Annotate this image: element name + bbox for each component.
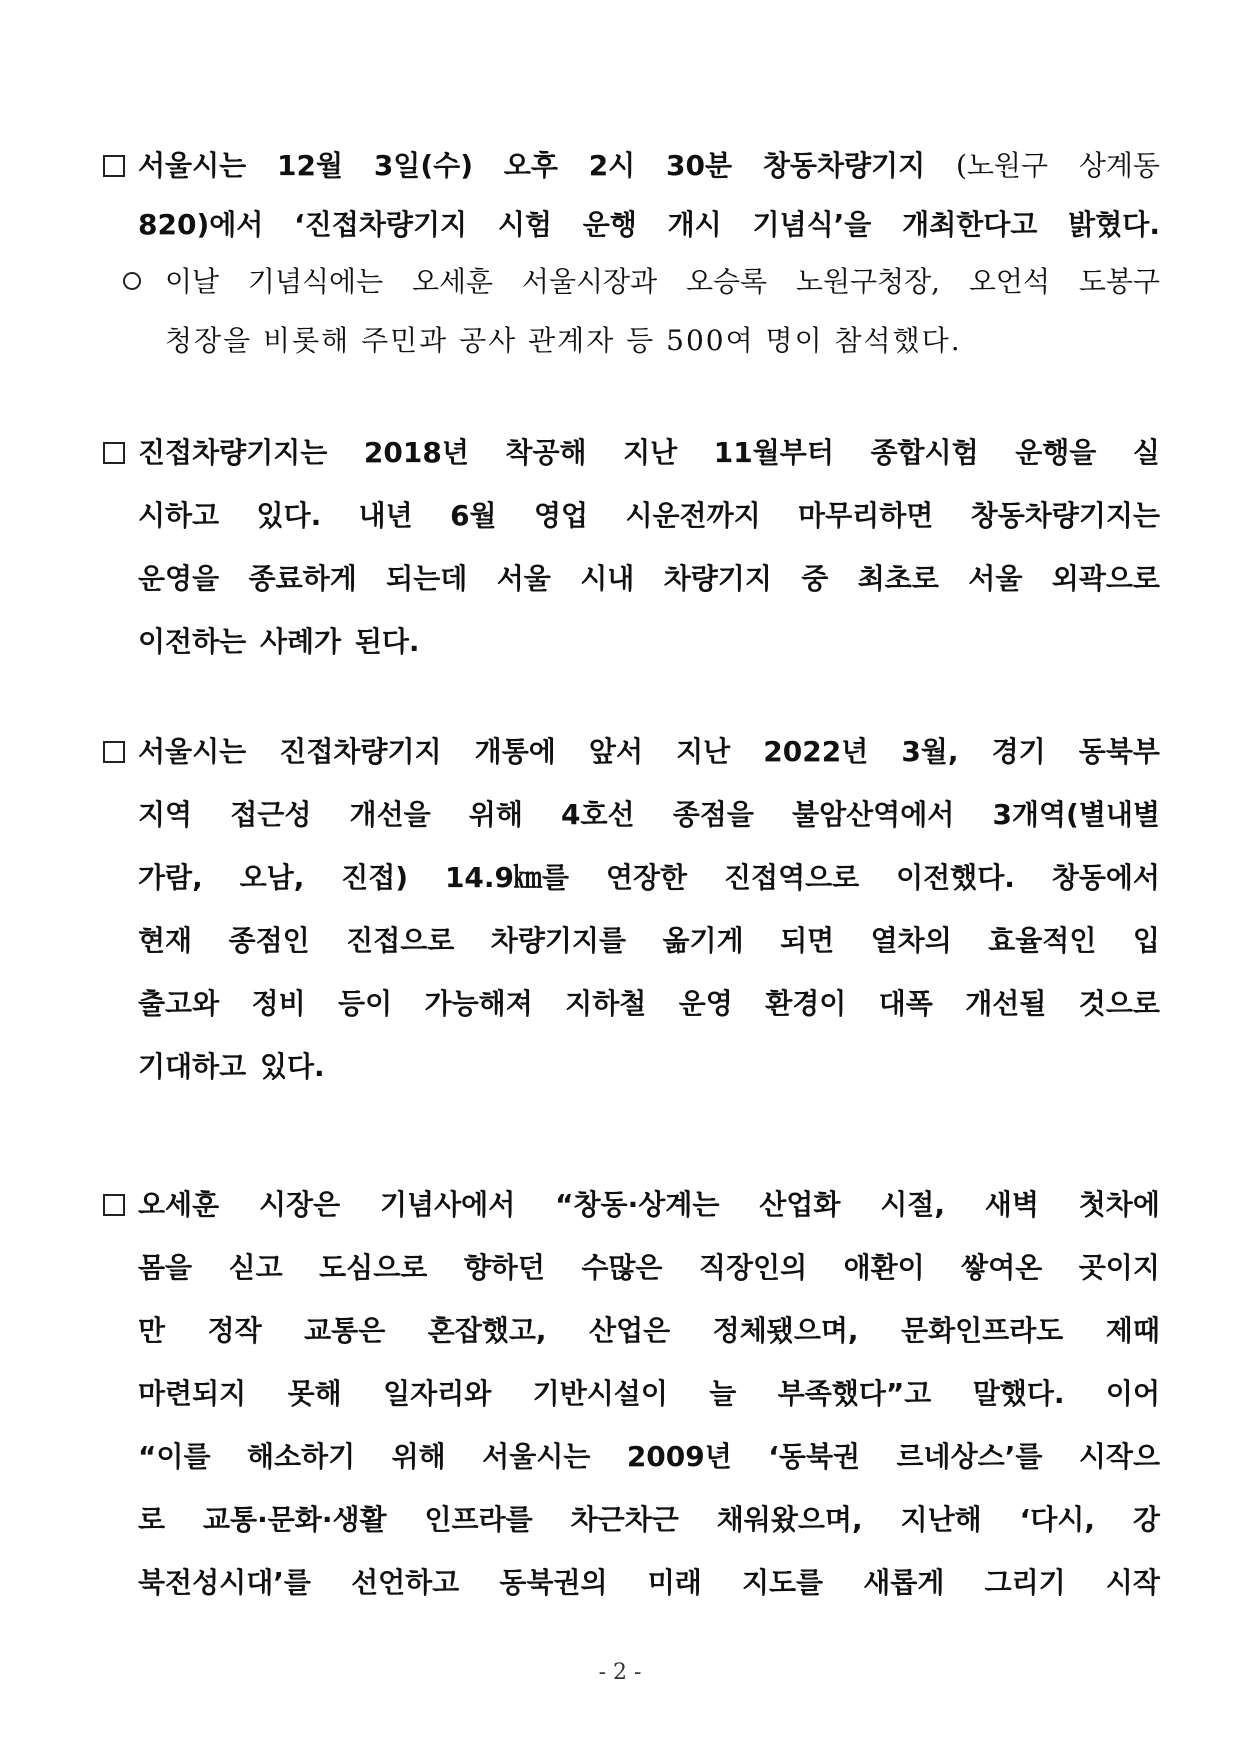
section-1-checkbox-marker (103, 155, 125, 177)
section-4-line-3: 만 정작 교통은 혼잡했고, 산업은 정체됐으며, 문화인프라도 제때 (138, 1314, 1160, 1347)
section-3-line-2: 지역 접근성 개선을 위해 4호선 종점을 불암산역에서 3개역(별내별 (138, 798, 1160, 831)
section-3-checkbox-marker (103, 741, 125, 763)
section-2-line-1: 진접차량기지는 2018년 착공해 지난 11월부터 종합시험 운행을 실 (138, 436, 1160, 469)
section-1-sub-circle-marker (123, 272, 141, 290)
section-3-line-6: 기대하고 있다. (138, 1050, 325, 1083)
section-4-line-1: 오세훈 시장은 기념사에서 “창동·상계는 산업화 시절, 새벽 첫차에 (138, 1188, 1160, 1221)
section-3-line-1: 서울시는 진접차량기지 개통에 앞서 지난 2022년 3월, 경기 동북부 (138, 735, 1160, 768)
section-4-line-7: 북전성시대’를 선언하고 동북권의 미래 지도를 새롭게 그리기 시작 (138, 1566, 1160, 1599)
section-2-line-3: 운영을 종료하게 되는데 서울 시내 차량기지 중 최초로 서울 외곽으로 (138, 562, 1160, 595)
section-4-line-2: 몸을 싣고 도심으로 향하던 수많은 직장인의 애환이 쌓여온 곳이지 (138, 1251, 1160, 1284)
section-2-line-2: 시하고 있다. 내년 6월 영업 시운전까지 마무리하면 창동차량기지는 (138, 499, 1160, 532)
section-3-line-3: 가람, 오남, 진접) 14.9㎞를 연장한 진접역으로 이전했다. 창동에서 (138, 861, 1160, 894)
section-4-checkbox-marker (103, 1194, 125, 1216)
section-1-line-2: 820)에서 ‘진접차량기지 시험 운행 개시 기념식’을 개최한다고 밝혔다. (138, 208, 1160, 241)
page-number: - 2 - (598, 1660, 642, 1685)
section-1-sub-line-2: 청장을 비롯해 주민과 공사 관계자 등 500여 명이 참석했다. (165, 324, 962, 357)
section-1-sub-line-1: 이날 기념식에는 오세훈 서울시장과 오승록 노원구청장, 오언석 도봉구 (165, 265, 1160, 298)
section-4-line-5: “이를 해소하기 위해 서울시는 2009년 ‘동북권 르네상스’를 시작으 (138, 1440, 1160, 1473)
section-1-line-1: 서울시는 12월 3일(수) 오후 2시 30분 창동차량기지 (노원구 상계동 (138, 149, 1160, 182)
section-4-line-4: 마련되지 못해 일자리와 기반시설이 늘 부족했다”고 말했다. 이어 (138, 1377, 1160, 1410)
section-3-line-4: 현재 종점인 진접으로 차량기지를 옮기게 되면 열차의 효율적인 입 (138, 924, 1160, 957)
section-2-checkbox-marker (103, 442, 125, 464)
section-2-line-4: 이전하는 사례가 된다. (138, 625, 420, 658)
section-4-line-6: 로 교통·문화·생활 인프라를 차근차근 채워왔으며, 지난해 ‘다시, 강 (138, 1503, 1160, 1536)
section-3-line-5: 출고와 정비 등이 가능해져 지하철 운영 환경이 대폭 개선될 것으로 (138, 987, 1160, 1020)
